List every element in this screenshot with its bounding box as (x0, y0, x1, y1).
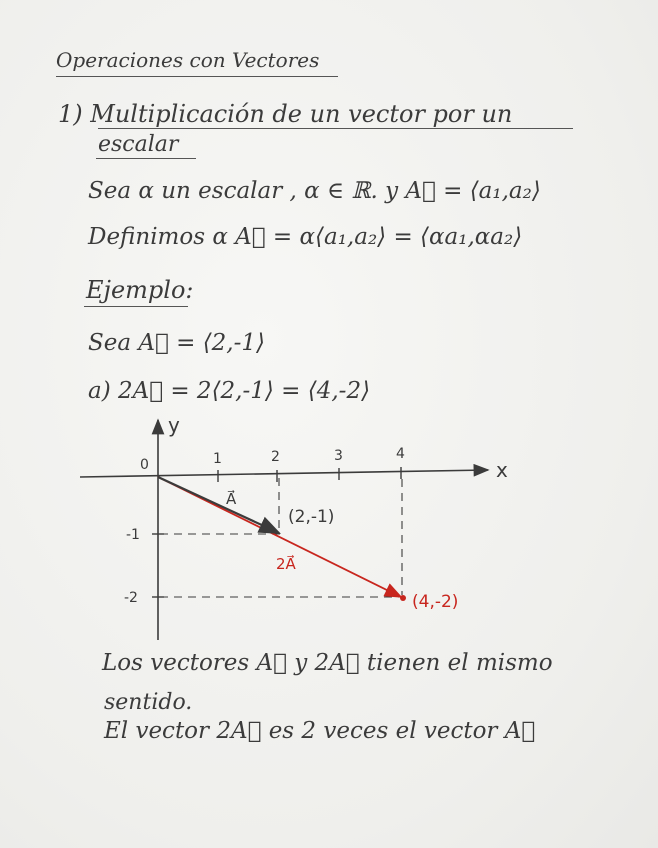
origin-label: 0 (140, 457, 149, 473)
vector-2A-label: 2A⃗ (276, 555, 296, 573)
part-a-statement: a) 2A⃗ = 2⟨2,-1⟩ = ⟨4,-2⟩ (88, 378, 371, 404)
vector-A (158, 477, 279, 533)
x-tick-label-2: 2 (271, 449, 280, 465)
let-statement: Sea α un escalar , α ∈ ℝ. y A⃗ = ⟨a₁,a₂⟩ (88, 178, 541, 204)
section-heading-line1: 1) Multiplicación de un vector por un (58, 100, 513, 128)
point-A-label: (2,-1) (288, 507, 335, 527)
point-2A (400, 595, 406, 601)
y-axis-label: y (168, 413, 180, 437)
x-tick-label-1: 1 (213, 451, 222, 467)
definition-statement: Definimos α A⃗ = α⟨a₁,a₂⟩ = ⟨αa₁,αa₂⟩ (88, 224, 523, 250)
vector-A-label: A⃗ (226, 490, 237, 508)
conclusion-line1: Los vectores A⃗ y 2A⃗ tienen el mismo (102, 650, 553, 676)
conclusion-line2: sentido. (104, 690, 193, 715)
page-title: Operaciones con Vectores (56, 48, 320, 72)
point-2A-label: (4,-2) (412, 592, 459, 612)
y-tick-label-minus1: -1 (126, 527, 140, 543)
x-axis-label: x (496, 458, 508, 482)
example-vector-statement: Sea A⃗ = ⟨2,-1⟩ (88, 330, 265, 356)
y-tick-label-minus2: -2 (124, 590, 138, 606)
x-tick-label-4: 4 (396, 446, 405, 462)
conclusion-line3: El vector 2A⃗ es 2 veces el vector A⃗ (104, 718, 536, 744)
x-tick-label-3: 3 (334, 448, 343, 464)
example-label: Ejemplo: (86, 276, 194, 304)
section-heading-line2: escalar (98, 132, 179, 157)
